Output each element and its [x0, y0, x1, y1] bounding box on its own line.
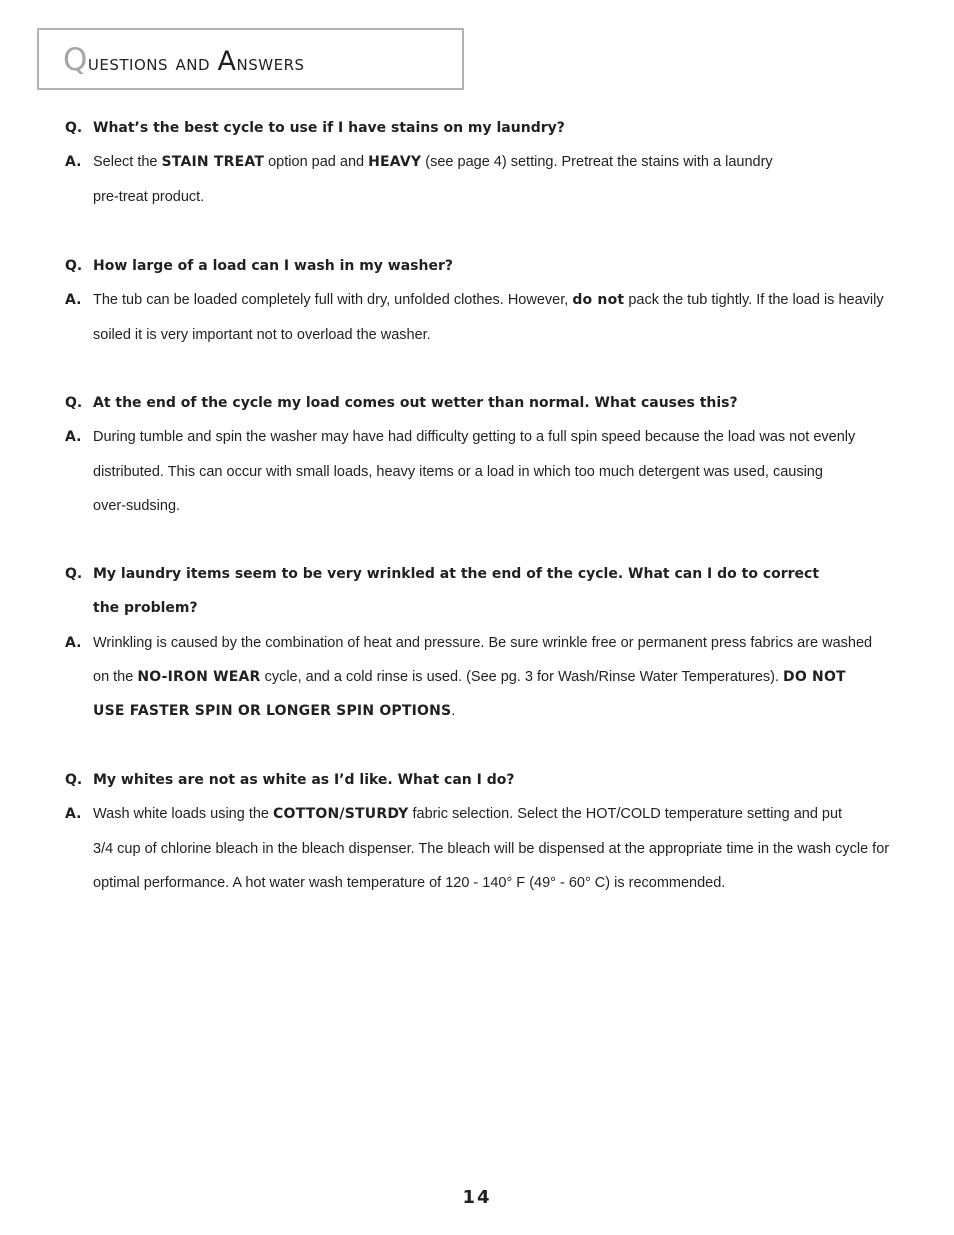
- answer-line: [65, 325, 895, 359]
- answer-text: [93, 187, 204, 207]
- answer-line: [65, 839, 895, 873]
- qa-item: [65, 393, 895, 530]
- answer-segment: .: [451, 703, 456, 720]
- answer-segment: During tumble and spin the washer may have had difficulty getting to a full spin speed because the load was not evenly: [93, 429, 856, 446]
- page-number: 14: [462, 1187, 492, 1208]
- answer-line: [65, 152, 895, 186]
- question-line: [65, 770, 895, 804]
- answer-line: [65, 873, 895, 907]
- title-box: [37, 28, 464, 90]
- answer-emphasis: STAIN TREAT: [161, 154, 265, 171]
- answer-line: [65, 804, 895, 838]
- question-label: Q.: [65, 566, 83, 582]
- qa-item: [65, 256, 895, 359]
- question-label: Q.: [65, 395, 83, 411]
- answer-text: [93, 839, 889, 859]
- answer-segment: fabric selection. Select the HOT/COLD temperature setting and put: [408, 806, 843, 823]
- question-text: My laundry items seem to be very wrinkled at the end of the cycle. What can I do to correct: [93, 566, 820, 582]
- answer-segment: soiled it is very important not to overload the washer.: [93, 326, 431, 343]
- answer-segment: option pad and: [264, 154, 369, 171]
- answer-line: [65, 462, 895, 496]
- question-label: Q.: [65, 258, 83, 274]
- qa-item: [65, 770, 895, 907]
- answer-line: [65, 633, 895, 667]
- question-line: [65, 564, 895, 598]
- answer-segment: pack the tub tightly. If the load is heavily: [624, 292, 884, 309]
- answer-segment: distributed. This can occur with small loads, heavy items or a load in which too much detergent was used, causing: [93, 463, 823, 480]
- answer-emphasis: NO-IRON WEAR: [137, 668, 261, 685]
- question-text: My whites are not as white as I’d like. What can I do?: [93, 772, 515, 788]
- answer-label: A.: [65, 292, 82, 309]
- answer-text: [93, 462, 823, 482]
- answer-segment: Wash white loads using the: [93, 806, 274, 823]
- answer-segment: over-sudsing.: [93, 497, 181, 514]
- answer-segment: 3/4 cup of chlorine bleach in the bleach dispenser. The bleach will be dispensed at the appropriate time in the wash cycle for: [93, 840, 890, 857]
- question-line: [65, 598, 895, 632]
- answer-label: A.: [65, 429, 82, 446]
- qa-item: [65, 118, 895, 221]
- answer-emphasis: COTTON/STURDY: [273, 806, 409, 823]
- answer-segment: Select the: [93, 154, 162, 171]
- answer-text: [93, 290, 884, 310]
- answer-segment: pre-treat product.: [93, 188, 205, 205]
- answer-text: [93, 152, 773, 172]
- page-title: [63, 42, 305, 78]
- answer-line: [65, 427, 895, 461]
- answer-segment: The tub can be loaded completely full with dry, unfolded clothes. However,: [93, 292, 573, 309]
- question-line: [65, 118, 895, 152]
- answer-line: [65, 290, 895, 324]
- answer-label: A.: [65, 634, 82, 651]
- title-part-1: uestions and: [87, 51, 218, 76]
- title-initial-a: A: [217, 46, 237, 77]
- answer-text: [93, 804, 842, 824]
- answer-emphasis: do not: [572, 292, 625, 309]
- answer-emphasis: HEAVY: [368, 154, 422, 171]
- question-text: How large of a load can I wash in my washer?: [93, 258, 454, 274]
- answer-emphasis: DO NOT: [783, 668, 846, 685]
- answer-segment: optimal performance. A hot water wash temperature of 120 - 140° F (49° - 60° C) is recommended.: [93, 874, 726, 891]
- answer-text: [93, 873, 725, 893]
- answer-label: A.: [65, 154, 82, 171]
- answer-text: [93, 633, 872, 653]
- question-text: At the end of the cycle my load comes out wetter than normal. What causes this?: [93, 395, 738, 411]
- answer-segment: on the: [93, 668, 138, 685]
- answer-text: [93, 701, 455, 721]
- question-text: What’s the best cycle to use if I have stains on my laundry?: [93, 120, 565, 136]
- answer-line: [65, 187, 895, 221]
- answer-segment: (see page 4) setting. Pretreat the stains with a laundry: [421, 154, 773, 171]
- title-initial-q: Q: [63, 42, 88, 78]
- question-label: Q.: [65, 772, 83, 788]
- title-part-2: nswers: [236, 51, 305, 76]
- question-line: [65, 256, 895, 290]
- question-label: Q.: [65, 120, 83, 136]
- answer-segment: cycle, and a cold rinse is used. (See pg. 3 for Wash/Rinse Water Temperatures).: [260, 668, 784, 685]
- answer-text: [93, 427, 855, 447]
- answer-label: A.: [65, 806, 82, 823]
- answer-emphasis: USE FASTER SPIN OR LONGER SPIN OPTIONS: [93, 703, 452, 720]
- question-text: the problem?: [93, 600, 198, 617]
- question-line: [65, 393, 895, 427]
- answer-segment: Wrinkling is caused by the combination of heat and pressure. Be sure wrinkle free or permanent press fabrics are washed: [93, 634, 873, 651]
- answer-line: [65, 701, 895, 735]
- answer-line: [65, 667, 895, 701]
- answer-text: [93, 667, 846, 687]
- answer-text: [93, 496, 180, 516]
- answer-line: [65, 496, 895, 530]
- qa-item: [65, 564, 895, 735]
- answer-text: [93, 325, 431, 345]
